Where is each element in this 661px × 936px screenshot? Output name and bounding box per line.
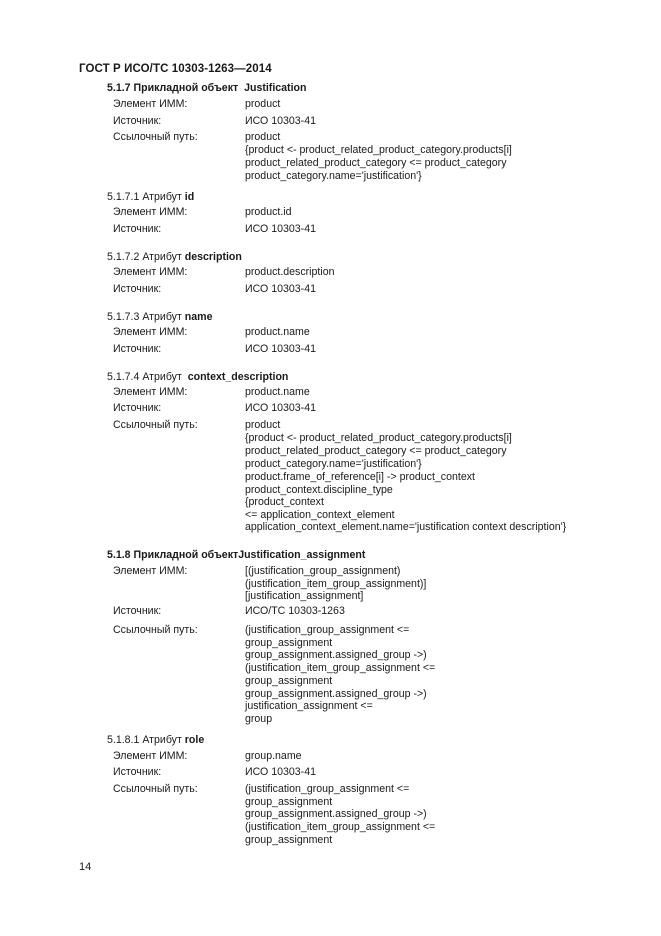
field-value: product.description (245, 266, 335, 278)
path-line: group (245, 713, 273, 725)
field-value: product (245, 98, 281, 110)
field-label: Элемент ИММ: (113, 565, 188, 577)
element-line: (justification_item_group_assignment)] (245, 578, 427, 590)
field-label: Элемент ИММ: (113, 386, 188, 398)
path-line: group_assignment (245, 637, 333, 649)
path-line: justification_assignment <= (245, 700, 373, 712)
section-heading-5-1-7 (107, 82, 306, 95)
path-line: group_assignment.assigned_group ->) (245, 688, 427, 700)
path-line: product_related_product_category <= product_category (245, 157, 507, 169)
element-line: [justification_assignment] (245, 590, 364, 602)
field-label: Ссылочный путь: (113, 131, 198, 143)
field-label: Ссылочный путь: (113, 624, 198, 636)
path-line: (justification_group_assignment <= (245, 783, 410, 795)
path-line: product_category.name='justification'} (245, 170, 422, 182)
field-label: Источник: (113, 605, 162, 617)
section-heading-5-1-7-3 (107, 311, 212, 324)
path-line: (justification_item_group_assignment <= (245, 662, 436, 674)
path-line: application_context_element.name='justification context description'} (245, 521, 567, 533)
path-line: product_category.name='justification'} (245, 458, 422, 470)
section-heading-5-1-8-1 (107, 734, 204, 747)
section-heading-5-1-7-1 (107, 191, 194, 204)
heading-prefix: 5.1.7.2 Атрибут (107, 251, 182, 263)
heading-name: id (184, 191, 195, 203)
field-value: ИСО 10303-41 (245, 115, 316, 127)
heading-prefix: 5.1.8.1 Атрибут (107, 734, 182, 746)
path-line: <= application_context_element (245, 509, 395, 521)
field-value: group.name (245, 750, 302, 762)
field-label: Источник: (113, 115, 162, 127)
heading-prefix: 5.1.7.1 Атрибут (107, 191, 182, 203)
field-label: Ссылочный путь: (113, 419, 198, 431)
field-value: ИСО 10303-41 (245, 223, 316, 235)
path-line: group_assignment.assigned_group ->) (245, 649, 427, 661)
field-label: Источник: (113, 766, 162, 778)
element-line: [(justification_group_assignment) (245, 565, 401, 577)
field-value: ИСО 10303-41 (245, 343, 316, 355)
path-line: product.frame_of_reference[i] -> product_context (245, 471, 475, 483)
path-line: {product <- product_related_product_category.products[i] (245, 432, 512, 444)
heading-prefix: 5.1.7.3 Атрибут (107, 311, 182, 323)
path-line: group_assignment (245, 675, 333, 687)
field-label: Элемент ИММ: (113, 206, 188, 218)
field-label: Источник: (113, 402, 162, 414)
field-value: product.name (245, 386, 310, 398)
path-line: group_assignment (245, 796, 333, 808)
path-line: product_related_product_category <= product_category (245, 445, 507, 457)
path-line: product (245, 419, 281, 431)
heading-name: Justification (244, 82, 307, 94)
path-line: (justification_item_group_assignment <= (245, 821, 436, 833)
field-label: Источник: (113, 343, 162, 355)
path-line: product_context.discipline_type (245, 484, 393, 496)
heading-prefix: 5.1.7 Прикладной объект (107, 82, 239, 94)
field-value: product.name (245, 326, 310, 338)
field-value: ИСО/ТС 10303-1263 (245, 605, 345, 617)
path-line: group_assignment (245, 834, 333, 846)
page-number: 14 (79, 861, 92, 873)
path-line: group_assignment.assigned_group ->) (245, 808, 427, 820)
section-heading-5-1-7-4 (107, 371, 288, 384)
section-heading-5-1-8 (107, 549, 365, 562)
path-line: {product_context (245, 496, 324, 508)
field-label: Источник: (113, 223, 162, 235)
heading-name: Justification_assignment (238, 549, 366, 561)
page-header: ГОСТ Р ИСО/ТС 10303-1263—2014 (79, 63, 272, 75)
section-heading-5-1-7-2 (107, 251, 242, 264)
field-value: ИСО 10303-41 (245, 402, 316, 414)
field-value: product.id (245, 206, 292, 218)
field-value: ИСО 10303-41 (245, 766, 316, 778)
field-label: Ссылочный путь: (113, 783, 198, 795)
heading-name: role (184, 734, 205, 746)
heading-name: context_description (187, 371, 289, 383)
field-value: ИСО 10303-41 (245, 283, 316, 295)
path-line: product (245, 131, 281, 143)
heading-prefix: 5.1.7.4 Атрибут (107, 371, 182, 383)
field-label: Элемент ИММ: (113, 98, 188, 110)
heading-prefix: 5.1.8 Прикладной объект (107, 549, 239, 561)
heading-name: description (184, 251, 242, 263)
field-label: Элемент ИММ: (113, 266, 188, 278)
path-line: (justification_group_assignment <= (245, 624, 410, 636)
path-line: {product <- product_related_product_category.products[i] (245, 144, 512, 156)
field-label: Элемент ИММ: (113, 750, 188, 762)
field-label: Источник: (113, 283, 162, 295)
heading-name: name (184, 311, 213, 323)
field-label: Элемент ИММ: (113, 326, 188, 338)
